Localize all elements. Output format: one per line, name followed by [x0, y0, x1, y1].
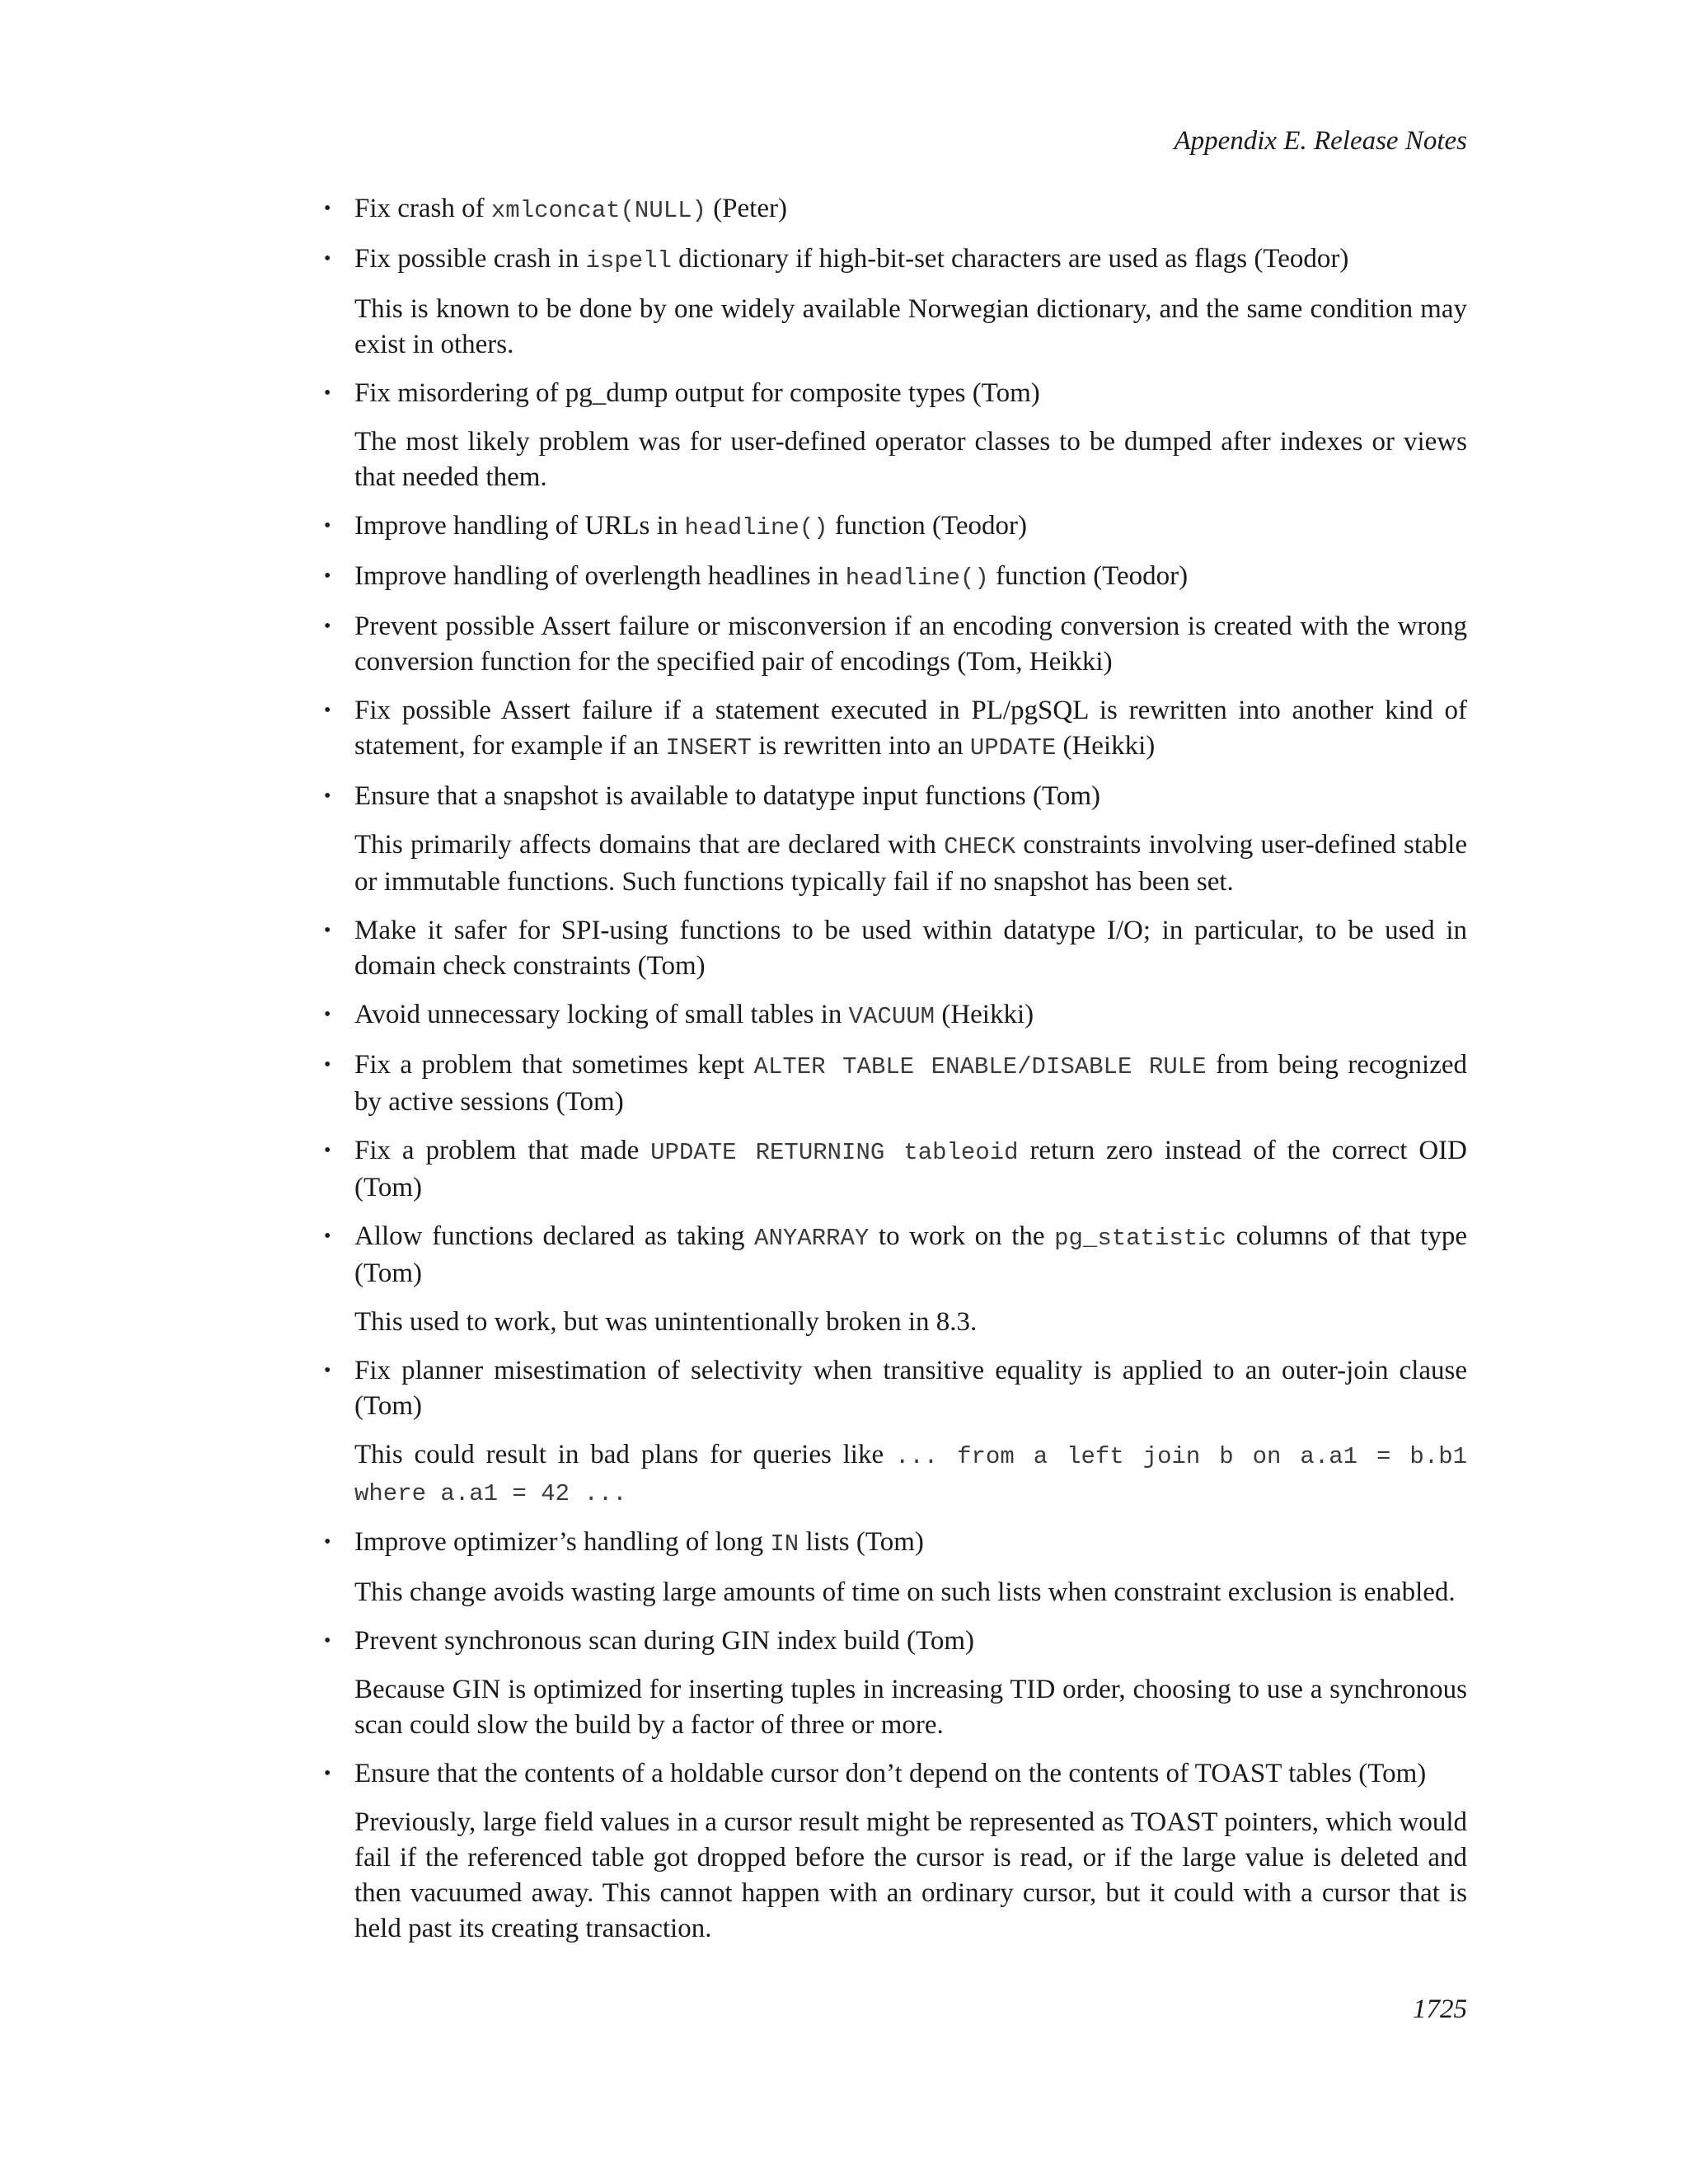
- bullet-icon: •: [324, 1054, 331, 1076]
- text-run: Improve handling of overlength headlines in: [354, 561, 846, 591]
- bullet-icon: •: [324, 198, 331, 219]
- code-literal: CHECK: [944, 833, 1016, 860]
- bullet-icon: •: [324, 1226, 331, 1247]
- bullet-icon: •: [324, 1360, 331, 1381]
- text-run: This change avoids wasting large amounts of time on such lists when constraint exclusion is enabled.: [354, 1577, 1456, 1607]
- code-literal: IN: [770, 1530, 799, 1558]
- text-run: (Heikki): [935, 1000, 1034, 1029]
- bullet-icon: •: [324, 1531, 331, 1553]
- text-run: This primarily affects domains that are declared with: [354, 830, 945, 860]
- item-description: [354, 1575, 1467, 1610]
- text-run: Improve handling of URLs in: [354, 511, 685, 541]
- item-summary: [354, 1353, 1467, 1424]
- text-run: Fix crash of: [354, 194, 491, 223]
- item-summary: [354, 1133, 1467, 1206]
- item-description: [354, 424, 1467, 495]
- release-note-item: [317, 1133, 1467, 1206]
- code-literal: headline(): [845, 565, 989, 592]
- code-literal: ANYARRAY: [754, 1225, 870, 1252]
- item-description: [354, 827, 1467, 900]
- release-note-item: [317, 191, 1467, 228]
- release-note-item: [317, 693, 1467, 766]
- bullet-icon: •: [324, 1763, 331, 1784]
- page-header-title: Appendix E. Release Notes: [1174, 126, 1467, 156]
- text-run: lists (Tom): [799, 1527, 924, 1557]
- release-note-item: [317, 1624, 1467, 1743]
- code-literal: headline(): [684, 514, 828, 541]
- release-note-item: [317, 997, 1467, 1034]
- text-run: Avoid unnecessary locking of small tables in: [354, 1000, 849, 1029]
- text-run: Because GIN is optimized for inserting tuples in increasing TID order, choosing to use a synchronous scan could slow the build by a factor of three or more.: [354, 1675, 1467, 1740]
- item-summary: [354, 1047, 1467, 1120]
- code-literal: pg_statistic: [1054, 1225, 1226, 1252]
- bullet-icon: •: [324, 515, 331, 537]
- text-run: Fix a problem that made: [354, 1136, 651, 1165]
- code-literal: UPDATE RETURNING tableoid: [650, 1139, 1019, 1166]
- item-summary: [354, 1219, 1467, 1291]
- item-summary: [354, 559, 1467, 596]
- text-run: (Peter): [706, 194, 787, 223]
- bullet-icon: •: [324, 616, 331, 637]
- code-literal: INSERT: [665, 734, 752, 762]
- item-summary: [354, 191, 1467, 228]
- text-run: Fix misordering of pg_dump output for composite types (Tom): [354, 378, 1040, 408]
- code-literal: ALTER TABLE ENABLE/DISABLE RULE: [753, 1053, 1207, 1080]
- text-run: from being recognized by active sessions (Tom): [354, 1050, 1467, 1117]
- item-description: [354, 1305, 1467, 1340]
- release-note-item: [317, 509, 1467, 546]
- item-summary: [354, 779, 1467, 814]
- bullet-icon: •: [324, 700, 331, 721]
- text-run: This used to work, but was unintentionally broken in 8.3.: [354, 1307, 978, 1337]
- item-summary: [354, 376, 1467, 411]
- release-note-item: [317, 1219, 1467, 1340]
- text-run: function (Teodor): [988, 561, 1189, 591]
- item-summary: [354, 693, 1467, 766]
- text-run: is rewritten into an: [751, 731, 970, 761]
- bullet-icon: •: [324, 785, 331, 807]
- item-summary: [354, 913, 1467, 984]
- text-run: to work on the: [869, 1221, 1055, 1251]
- item-summary: [354, 1624, 1467, 1659]
- bullet-icon: •: [324, 920, 331, 941]
- text-run: Fix planner misestimation of selectivity when transitive equality is applied to an outer-join clause (Tom): [354, 1356, 1467, 1421]
- text-run: Improve optimizer’s handling of long: [354, 1527, 771, 1557]
- text-run: Fix possible crash in: [354, 244, 586, 274]
- release-note-item: [317, 559, 1467, 596]
- text-run: constraints involving user-defined stable or immutable functions. Such functions typically fail if no snapshot has been set.: [354, 830, 1468, 897]
- bullet-icon: •: [324, 1140, 331, 1161]
- item-description: [354, 1805, 1467, 1947]
- item-summary: [354, 997, 1467, 1034]
- text-run: Prevent possible Assert failure or misconversion if an encoding conversion is created with the wrong conversion function for the specified pair of encodings (Tom, Heikki): [354, 612, 1467, 677]
- item-summary: [354, 509, 1467, 546]
- item-summary: [354, 241, 1467, 279]
- text-run: (Heikki): [1056, 731, 1156, 761]
- text-run: Ensure that the contents of a holdable cursor don’t depend on the contents of TOAST tables (Tom): [354, 1759, 1427, 1788]
- bullet-icon: •: [324, 1004, 331, 1025]
- release-note-item: [317, 1756, 1467, 1947]
- item-summary: [354, 609, 1467, 680]
- release-note-item: [317, 376, 1467, 495]
- bullet-icon: •: [324, 248, 331, 269]
- bullet-icon: •: [324, 1630, 331, 1652]
- page-number: 1725: [1413, 1994, 1467, 2024]
- text-run: function (Teodor): [828, 511, 1028, 541]
- item-description: [354, 292, 1467, 363]
- release-note-item: [317, 1047, 1467, 1120]
- text-run: columns of that type (Tom): [354, 1221, 1467, 1288]
- text-run: Fix a problem that sometimes kept: [354, 1050, 754, 1080]
- release-note-item: [317, 1353, 1467, 1511]
- code-literal: ispell: [585, 247, 672, 274]
- release-note-item: [317, 913, 1467, 984]
- bullet-icon: •: [324, 565, 331, 587]
- code-literal: VACUUM: [848, 1003, 935, 1030]
- text-run: Prevent synchronous scan during GIN index build (Tom): [354, 1626, 974, 1656]
- release-note-item: [317, 1525, 1467, 1610]
- text-run: This is known to be done by one widely available Norwegian dictionary, and the same condition may exist in others.: [354, 294, 1467, 359]
- item-summary: [354, 1525, 1467, 1562]
- code-literal: UPDATE: [969, 734, 1057, 762]
- text-run: Ensure that a snapshot is available to datatype input functions (Tom): [354, 781, 1100, 811]
- code-literal: xmlconcat(NULL): [490, 197, 706, 224]
- text-run: The most likely problem was for user-defined operator classes to be dumped after indexes or views that needed them.: [354, 427, 1467, 492]
- text-run: Fix possible Assert failure if a statement executed in PL/pgSQL is rewritten into another kind of statement, for example if an: [354, 696, 1467, 761]
- release-note-item: [317, 779, 1467, 900]
- bullet-icon: •: [324, 382, 331, 404]
- item-description: [354, 1672, 1467, 1743]
- text-run: dictionary if high-bit-set characters are used as flags (Teodor): [671, 244, 1349, 274]
- text-run: Make it safer for SPI-using functions to be used within datatype I/O; in particular, to be used in domain check constraints (Tom): [354, 916, 1467, 981]
- code-literal: ... from a left join b on a.a1 = b.b1 where a.a1 = 42 ...: [354, 1443, 1467, 1507]
- text-run: This could result in bad plans for queries like: [354, 1440, 895, 1469]
- release-notes-list: [317, 191, 1467, 1960]
- text-run: Allow functions declared as taking: [354, 1221, 755, 1251]
- release-note-item: [317, 609, 1467, 680]
- release-note-item: [317, 241, 1467, 363]
- item-description: [354, 1437, 1467, 1511]
- text-run: Previously, large field values in a cursor result might be represented as TOAST pointers, which would fail if the referenced table got dropped before the cursor is read, or if the large value is deleted and then vacuumed away. This cannot happen with an ordinary cursor, but it could with a cursor that is held past its creating transaction.: [354, 1807, 1467, 1943]
- item-summary: [354, 1756, 1467, 1792]
- text-run: return zero instead of the correct OID (Tom): [354, 1136, 1467, 1202]
